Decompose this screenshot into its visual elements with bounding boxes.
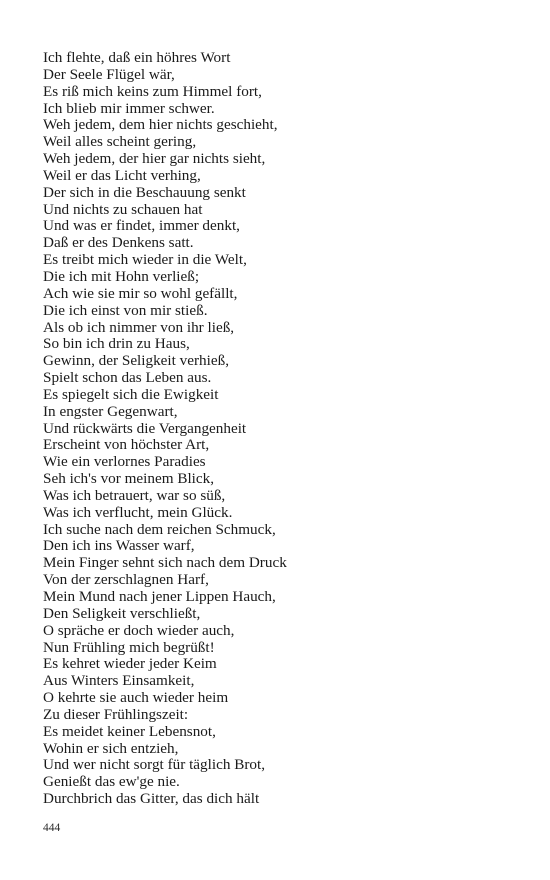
poem-line: Was ich betrauert, war so süß,	[43, 486, 226, 504]
poem-line: Aus Winters Einsamkeit,	[43, 672, 195, 690]
poem-line: Gewinn, der Seligkeit verhieß,	[43, 352, 229, 370]
poem-line: Seh ich's vor meinem Blick,	[43, 470, 215, 488]
poem-line: O spräche er doch wieder auch,	[43, 621, 235, 639]
poem-line: So bin ich drin zu Haus,	[43, 335, 190, 353]
poem-line: Weh jedem, der hier gar nichts sieht,	[43, 150, 266, 168]
poem-line: Und nichts zu schauen hat	[43, 200, 203, 218]
poem-line: Ich blieb mir immer schwer.	[43, 99, 215, 117]
poem-line: Den ich ins Wasser warf,	[43, 537, 195, 555]
poem-line: Als ob ich nimmer von ihr ließ,	[43, 318, 235, 336]
poem-line: Ich suche nach dem reichen Schmuck,	[43, 520, 276, 538]
poem-line: Die ich einst von mir stieß.	[43, 301, 208, 319]
poem-line: Durchbrich das Gitter, das dich hält	[43, 790, 260, 808]
poem-line: Ach wie sie mir so wohl gefällt,	[43, 284, 238, 302]
poem-line: Mein Finger sehnt sich nach dem Druck	[43, 554, 287, 572]
poem-line: Es kehret wieder jeder Keim	[43, 655, 217, 673]
poem-line: Und rückwärts die Vergangenheit	[43, 419, 247, 437]
poem-line: Weil er das Licht verhing,	[43, 166, 201, 184]
poem-line: Wie ein verlornes Paradies	[43, 453, 206, 471]
poem-line: Und wer nicht sorgt für täglich Brot,	[43, 756, 266, 774]
poem-line: Ich flehte, daß ein höhres Wort	[43, 49, 231, 66]
poem-line: Von der zerschlagnen Harf,	[43, 571, 209, 589]
poem-line: Wohin er sich entzieh,	[43, 739, 179, 757]
poem-line: Und was er findet, immer denkt,	[43, 217, 240, 235]
poem-line: Genießt das ew'ge nie.	[43, 773, 180, 791]
poem-line: Der Seele Flügel wär,	[43, 65, 175, 83]
poem-line: Der sich in die Beschauung senkt	[43, 183, 246, 201]
poem-line: Den Seligkeit verschließt,	[43, 604, 201, 622]
poem-line: Zu dieser Frühlingszeit:	[43, 705, 189, 723]
poem-line: O kehrte sie auch wieder heim	[43, 689, 229, 707]
poem-line: Erscheint von höchster Art,	[43, 436, 210, 454]
poem-line: In engster Gegenwart,	[43, 402, 178, 420]
poem-line: Es riß mich keins zum Himmel fort,	[43, 82, 262, 100]
poem-line: Weh jedem, dem hier nichts geschieht,	[43, 116, 278, 134]
poem-line: Es spiegelt sich die Ewigkeit	[43, 385, 219, 403]
poem-line: Weil alles scheint gering,	[43, 133, 197, 151]
poem-line: Es meidet keiner Lebensnot,	[43, 722, 216, 740]
poem-line: Was ich verflucht, mein Glück.	[43, 503, 233, 521]
poem-text	[43, 50, 287, 808]
poem-line: Es treibt mich wieder in die Welt,	[43, 251, 247, 269]
poem-line: Nun Frühling mich begrüßt!	[43, 638, 215, 656]
poem-line: Spielt schon das Leben aus.	[43, 369, 212, 387]
page-number: 444	[43, 822, 61, 834]
poem-line: Mein Mund nach jener Lippen Hauch,	[43, 588, 276, 605]
poem-line: Daß er des Denkens satt.	[43, 234, 194, 252]
poem-line: Die ich mit Hohn verließ;	[43, 267, 200, 285]
